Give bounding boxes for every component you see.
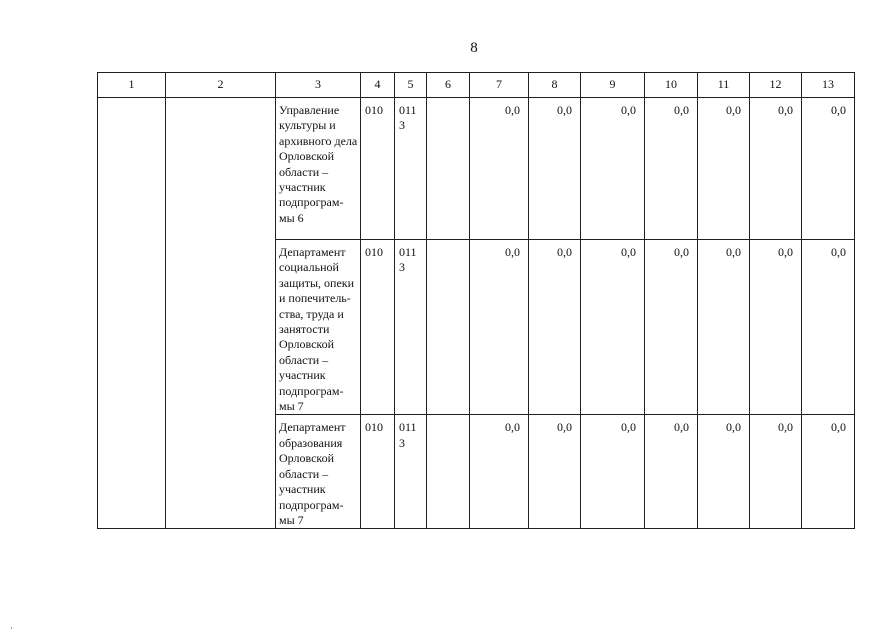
participant-cell bbox=[276, 415, 361, 529]
value-col13: 0,0 bbox=[831, 420, 846, 435]
column-header: 11 bbox=[698, 73, 750, 98]
empty-cell bbox=[427, 98, 470, 240]
participant-name: Управление культуры и архивного дела Орловской области – участник подпрограм-мы 6 bbox=[279, 103, 358, 225]
column-header: 6 bbox=[427, 73, 470, 98]
merged-cell-col2 bbox=[166, 98, 276, 529]
value-col9: 0,0 bbox=[621, 245, 636, 259]
value-cell bbox=[470, 98, 529, 240]
column-header: 12 bbox=[750, 73, 802, 98]
code-col4: 010 bbox=[365, 420, 383, 435]
value-cell bbox=[802, 240, 855, 415]
code-col4: 010 bbox=[365, 245, 383, 259]
code-col5: 011 3 bbox=[399, 420, 417, 450]
column-header: 8 bbox=[529, 73, 581, 98]
value-col7: 0,0 bbox=[505, 420, 520, 435]
value-col11: 0,0 bbox=[726, 103, 741, 117]
code-cell bbox=[361, 98, 395, 240]
merged-cell-col1 bbox=[98, 98, 166, 529]
value-cell bbox=[581, 415, 645, 529]
column-header: 9 bbox=[581, 73, 645, 98]
value-cell bbox=[529, 98, 581, 240]
column-header: 1 bbox=[98, 73, 166, 98]
code-cell bbox=[361, 415, 395, 529]
value-col8: 0,0 bbox=[557, 103, 572, 117]
code-col5: 011 3 bbox=[399, 245, 417, 275]
value-cell bbox=[529, 415, 581, 529]
column-header: 4 bbox=[361, 73, 395, 98]
value-col8: 0,0 bbox=[557, 245, 572, 259]
column-header: 7 bbox=[470, 73, 529, 98]
value-col10: 0,0 bbox=[674, 420, 689, 435]
value-cell bbox=[802, 415, 855, 529]
participant-name: Департамент социальной защиты, опеки и попечитель-ства, труда и занятости Орловской области – участник подпрограм-мы 7 bbox=[279, 245, 355, 414]
page-number: 8 bbox=[470, 40, 478, 56]
value-cell bbox=[698, 240, 750, 415]
code-col6 bbox=[427, 240, 469, 245]
column-header: 13 bbox=[802, 73, 855, 98]
value-cell bbox=[750, 240, 802, 415]
value-col12: 0,0 bbox=[778, 420, 793, 435]
value-cell bbox=[581, 98, 645, 240]
empty-cell bbox=[427, 240, 470, 415]
value-col12: 0,0 bbox=[778, 103, 793, 117]
participant-name: Департамент образования Орловской области – участник подпрограм-мы 7 bbox=[279, 420, 346, 527]
value-cell bbox=[470, 415, 529, 529]
budget-table bbox=[97, 72, 855, 529]
value-cell bbox=[698, 98, 750, 240]
participant-cell bbox=[276, 240, 361, 415]
value-col9: 0,0 bbox=[621, 420, 636, 435]
code-cell bbox=[395, 240, 427, 415]
value-col10: 0,0 bbox=[674, 245, 689, 259]
header-row bbox=[98, 73, 855, 98]
value-cell bbox=[802, 98, 855, 240]
value-cell bbox=[470, 240, 529, 415]
code-col5: 011 3 bbox=[399, 103, 417, 133]
code-col4: 010 bbox=[365, 103, 383, 117]
code-cell bbox=[395, 415, 427, 529]
value-col10: 0,0 bbox=[674, 103, 689, 117]
value-col8: 0,0 bbox=[557, 420, 572, 435]
value-cell bbox=[529, 240, 581, 415]
value-cell bbox=[698, 415, 750, 529]
scan-speck bbox=[11, 627, 12, 629]
value-cell bbox=[645, 240, 698, 415]
value-col11: 0,0 bbox=[726, 420, 741, 435]
value-col7: 0,0 bbox=[505, 245, 520, 259]
value-cell bbox=[645, 415, 698, 529]
code-col6 bbox=[427, 415, 469, 420]
code-cell bbox=[395, 98, 427, 240]
column-header: 5 bbox=[395, 73, 427, 98]
value-cell bbox=[645, 98, 698, 240]
value-col13: 0,0 bbox=[831, 245, 846, 259]
column-header: 10 bbox=[645, 73, 698, 98]
participant-cell bbox=[276, 98, 361, 240]
value-col9: 0,0 bbox=[621, 103, 636, 117]
column-header: 2 bbox=[166, 73, 276, 98]
value-col13: 0,0 bbox=[831, 103, 846, 117]
code-cell bbox=[361, 240, 395, 415]
value-col11: 0,0 bbox=[726, 245, 741, 259]
empty-cell bbox=[427, 415, 470, 529]
value-cell bbox=[750, 415, 802, 529]
column-header: 3 bbox=[276, 73, 361, 98]
value-cell bbox=[750, 98, 802, 240]
value-cell bbox=[581, 240, 645, 415]
table-row bbox=[98, 98, 855, 240]
code-col6 bbox=[427, 98, 469, 103]
value-col12: 0,0 bbox=[778, 245, 793, 259]
value-col7: 0,0 bbox=[505, 103, 520, 117]
